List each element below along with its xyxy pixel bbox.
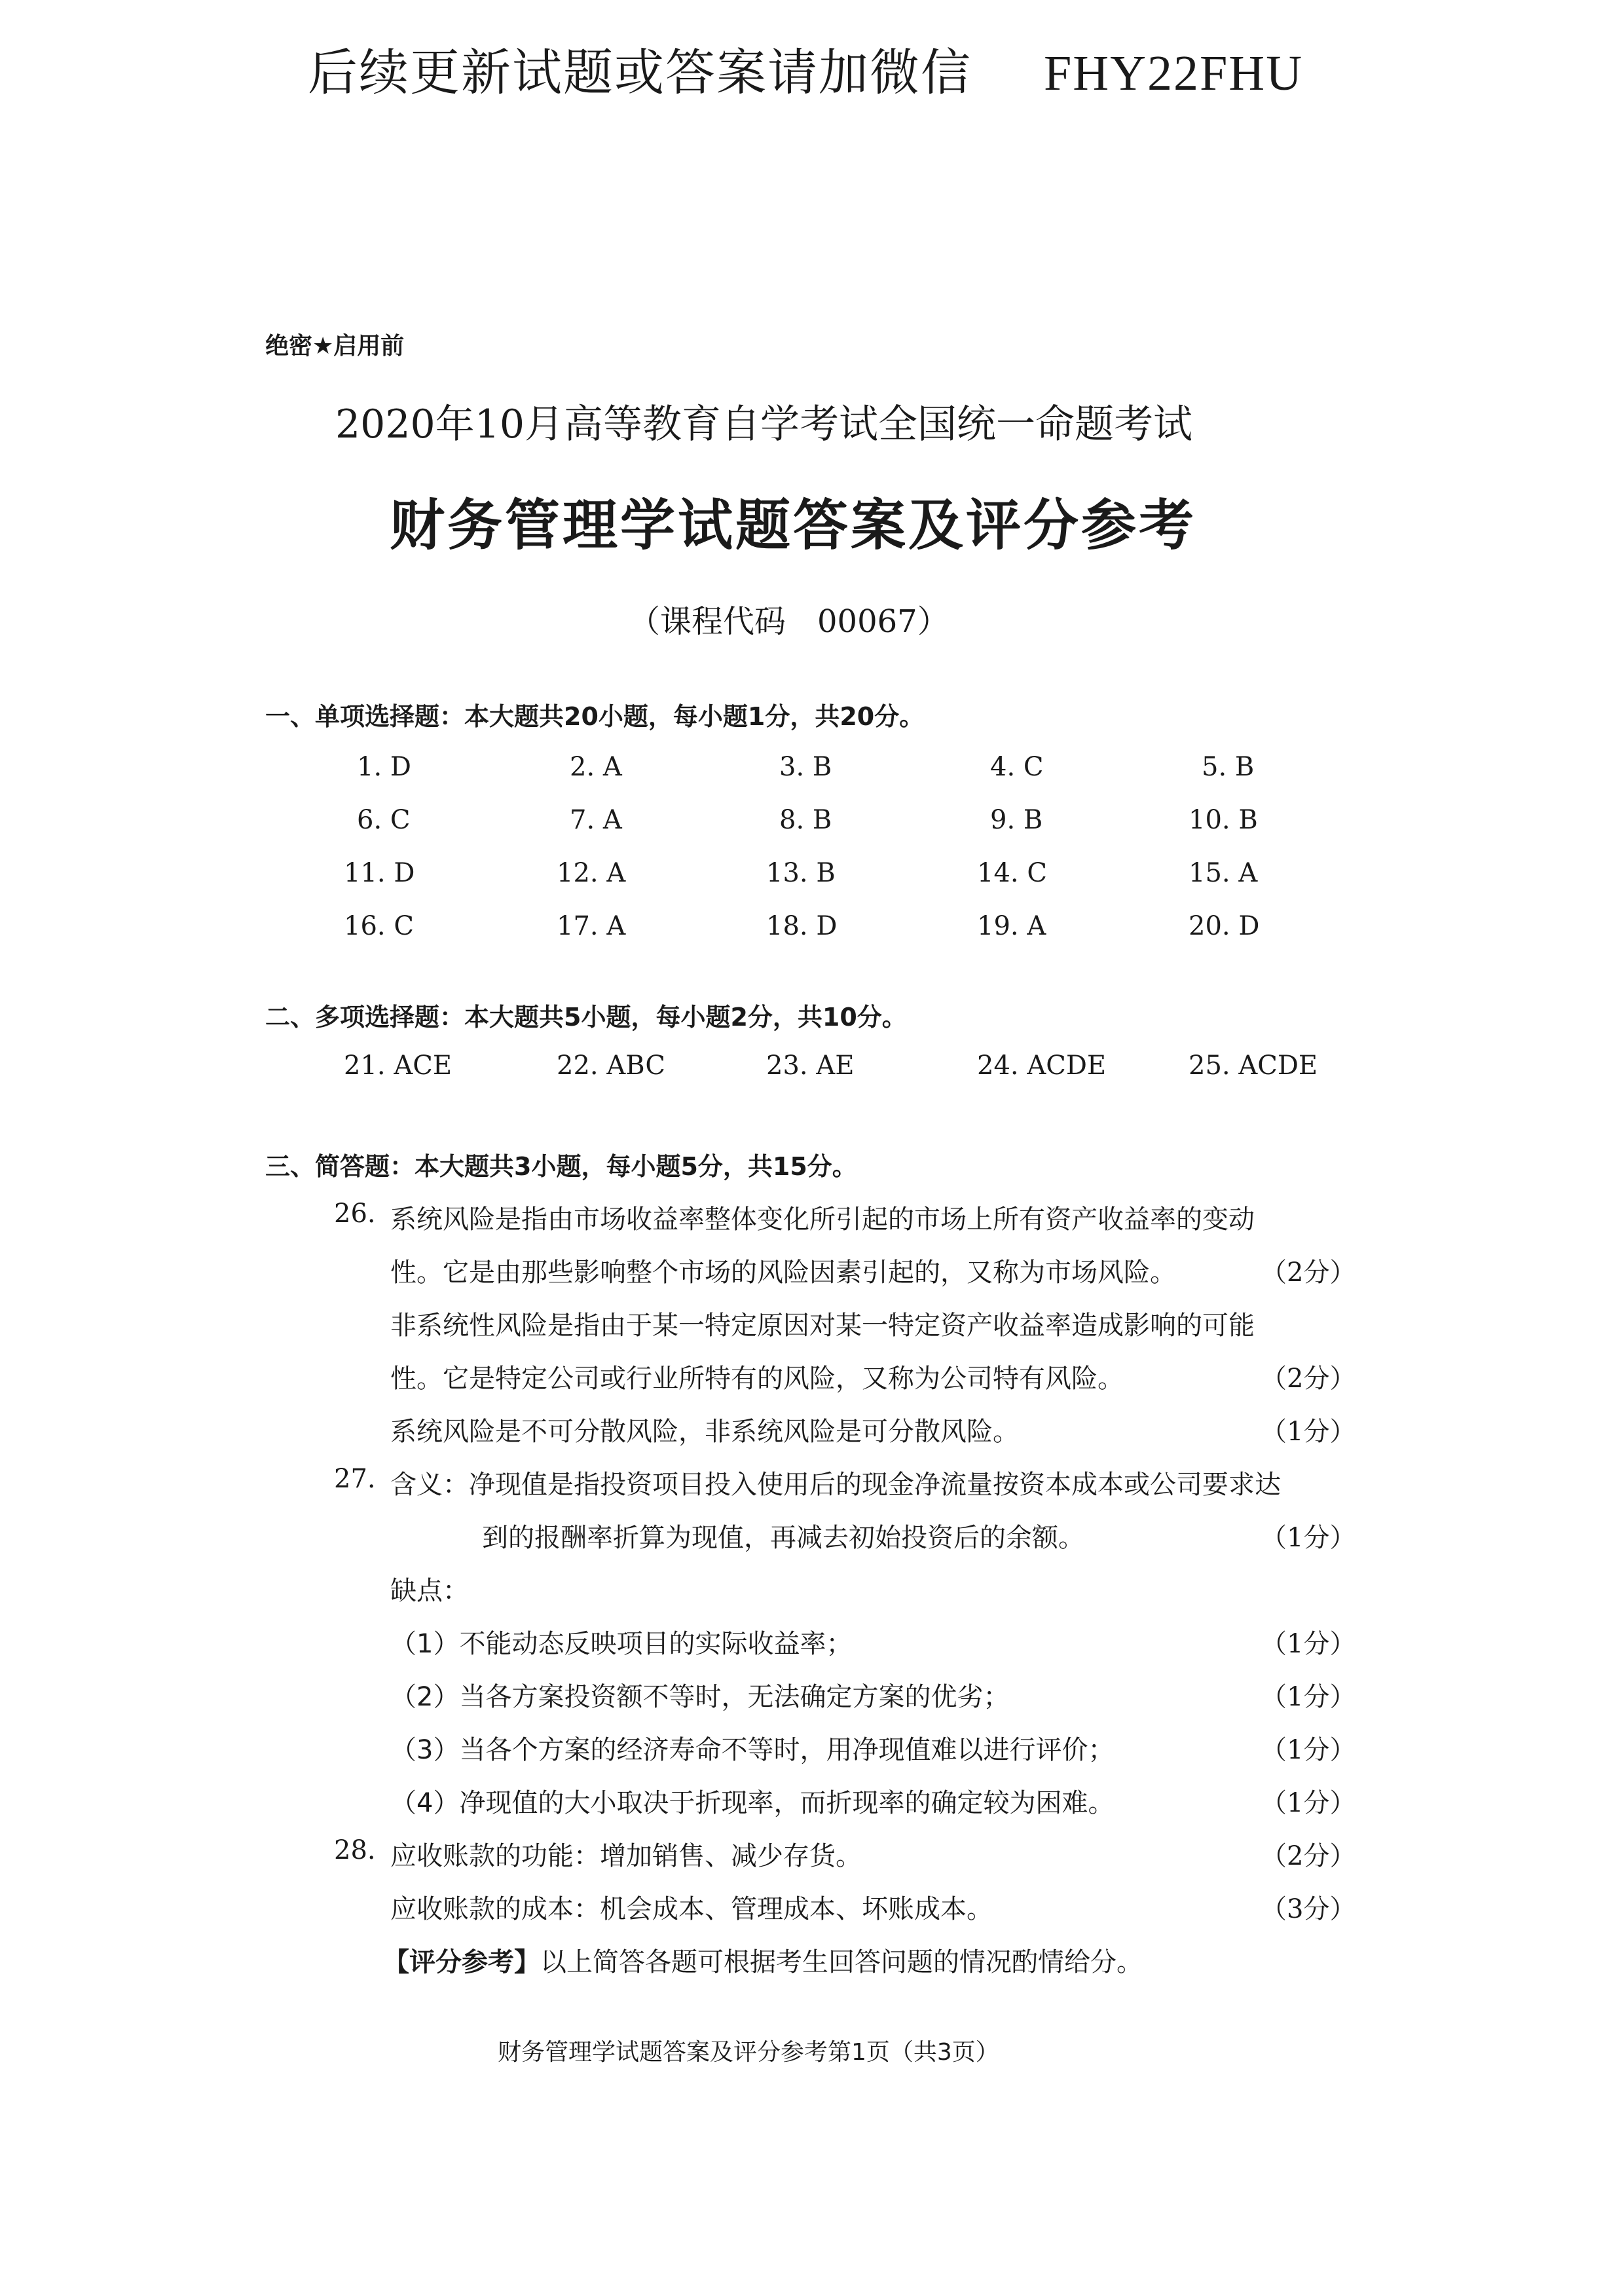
answer-item: 14. C: [977, 858, 1047, 888]
answer-item: 19. A: [977, 911, 1046, 941]
score-label: （1分）: [1261, 1682, 1356, 1712]
question-number: 28.: [334, 1835, 376, 1865]
answer-item: 23. AE: [766, 1051, 855, 1081]
watermark: [308, 33, 1303, 104]
answer-item: 22. ABC: [557, 1051, 665, 1081]
answer-item: 15. A: [1189, 858, 1258, 888]
answer-item: 17. A: [557, 911, 626, 941]
answer-line: （1）不能动态反映项目的实际收益率；: [390, 1629, 853, 1659]
answer-item: 10. B: [1189, 805, 1258, 835]
answer-line: 性。它是由那些影响整个市场的风险因素引起的，又称为市场风险。: [390, 1258, 1176, 1288]
answer-item: 21. ACE: [344, 1051, 452, 1081]
answer-line: （3）当各个方案的经济寿命不等时，用净现值难以进行评价；: [390, 1735, 1115, 1765]
answer-line: 含义：净现值是指投资项目投入使用后的现金净流量按资本成本或公司要求达: [390, 1470, 1281, 1500]
answer-line: 系统风险是不可分散风险，非系统风险是可分散风险。: [390, 1417, 1019, 1447]
answer-item: 4. C: [990, 752, 1044, 782]
score-label: （1分）: [1261, 1417, 1356, 1447]
answer-item: 3. B: [779, 752, 832, 782]
answer-item: 5. B: [1202, 752, 1255, 782]
answer-item: 9. B: [990, 805, 1043, 835]
score-label: （3分）: [1261, 1894, 1356, 1924]
course-code: （课程代码 00067）: [629, 603, 949, 640]
watermark-text: 后续更新试题或答案请加微信: [308, 43, 972, 102]
answer-item: 18. D: [766, 911, 838, 941]
answer-line: 应收账款的功能：增加销售、减少存货。: [390, 1841, 862, 1871]
answer-item: 8. B: [779, 805, 832, 835]
answer-line: （2）当各方案投资额不等时，无法确定方案的优劣；: [390, 1682, 1010, 1712]
exam-title: 2020年10月高等教育自学考试全国统一命题考试: [335, 401, 1193, 447]
answer-item: 7. A: [570, 805, 622, 835]
answer-item: 25. ACDE: [1189, 1051, 1318, 1081]
answer-item: 12. A: [557, 858, 626, 888]
answer-line: 缺点：: [390, 1576, 469, 1606]
question-number: 27.: [334, 1464, 376, 1494]
answer-line: 到的报酬率折算为现值，再减去初始投资后的余额。: [482, 1523, 1084, 1553]
secret-label: 绝密★启用前: [265, 333, 405, 360]
page-footer: 财务管理学试题答案及评分参考第1页（共3页）: [498, 2039, 999, 2066]
answer-line: 系统风险是指由市场收益率整体变化所引起的市场上所有资产收益率的变动: [390, 1204, 1255, 1235]
answer-line: 性。它是特定公司或行业所特有的风险，又称为公司特有风险。: [390, 1364, 1124, 1394]
score-label: （2分）: [1261, 1364, 1356, 1394]
section2-heading: 二、多项选择题：本大题共5小题，每小题2分，共10分。: [265, 1003, 907, 1032]
scoring-note-label: 【评分参考】: [383, 1947, 540, 1977]
score-label: （2分）: [1261, 1841, 1356, 1871]
answer-item: 11. D: [344, 858, 415, 888]
scoring-note: [383, 1941, 1143, 1979]
section3-heading: 三、简答题：本大题共3小题，每小题5分，共15分。: [265, 1152, 857, 1181]
score-label: （1分）: [1261, 1523, 1356, 1553]
answer-line: 非系统性风险是指由于某一特定原因对某一特定资产收益率造成影响的可能: [390, 1311, 1255, 1341]
answer-item: 13. B: [766, 858, 836, 888]
answer-line: 应收账款的成本：机会成本、管理成本、坏账成本。: [390, 1894, 993, 1924]
score-label: （1分）: [1261, 1788, 1356, 1818]
answer-item: 20. D: [1189, 911, 1260, 941]
answer-item: 24. ACDE: [977, 1051, 1107, 1081]
score-label: （1分）: [1261, 1629, 1356, 1659]
answer-item: 2. A: [570, 752, 622, 782]
watermark-code: FHY22FHU: [1044, 46, 1304, 101]
answer-line: （4）净现值的大小取决于折现率，而折现率的确定较为困难。: [390, 1788, 1115, 1818]
scoring-note-text: 以上简答各题可根据考生回答问题的情况酌情给分。: [540, 1947, 1143, 1977]
answer-item: 1. D: [357, 752, 411, 782]
score-label: （1分）: [1261, 1735, 1356, 1765]
answer-item: 16. C: [344, 911, 414, 941]
score-label: （2分）: [1261, 1258, 1356, 1288]
section1-heading: 一、单项选择题：本大题共20小题，每小题1分，共20分。: [265, 702, 925, 731]
question-number: 26.: [334, 1199, 376, 1229]
doc-title: 财务管理学试题答案及评分参考: [390, 493, 1197, 557]
answer-item: 6. C: [357, 805, 411, 835]
